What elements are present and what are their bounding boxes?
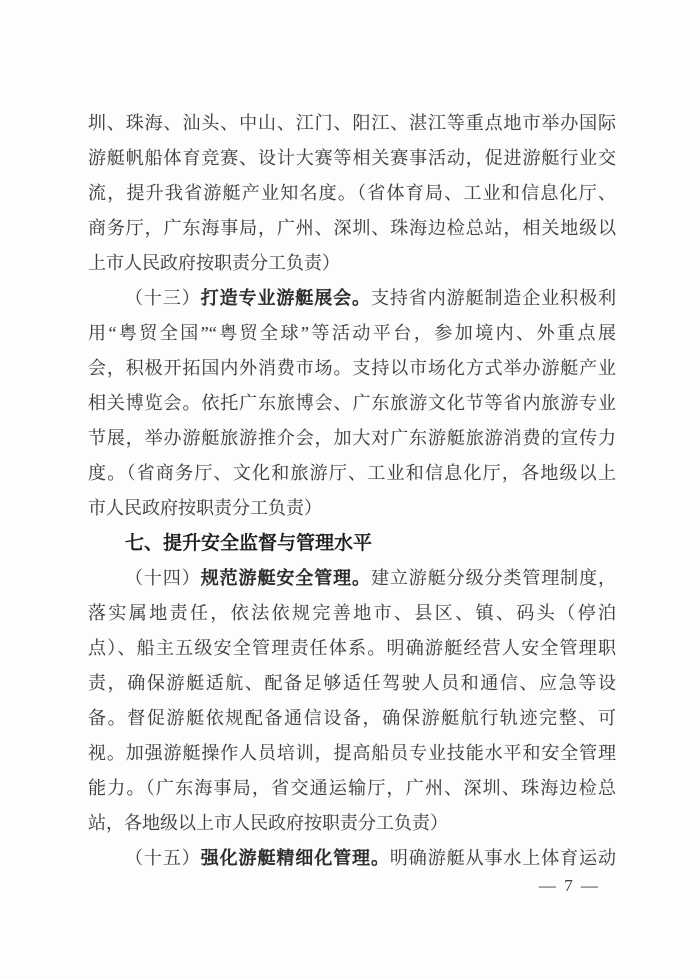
text-run: 用“粤贸全国”“粤贸全球”等活动平台，参加境内、外重点展 [88, 323, 616, 343]
text-block [88, 106, 616, 876]
text-line [88, 246, 616, 281]
text-line [88, 141, 616, 176]
text-line [88, 736, 616, 771]
text-run: 明确游艇从事水上体育运动 [389, 848, 617, 868]
section-heading [88, 526, 616, 561]
text-line [88, 421, 616, 456]
text-line [88, 106, 616, 141]
text-run: 商务厅，广东海事局，广州、深圳、珠海边检总站，相关地级以 [88, 218, 616, 238]
text-line [88, 841, 616, 876]
emphasis-run: 强化游艇精细化管理。 [200, 848, 390, 868]
text-line [88, 281, 616, 316]
text-run: 上市人民政府按职责分工负责） [88, 253, 340, 273]
text-run: （十四） [125, 568, 201, 588]
text-line [88, 806, 616, 841]
text-run: 流，提升我省游艇产业知名度。（省体育局、工业和信息化厅、 [88, 183, 616, 203]
text-run: 相关博览会。依托广东旅博会、广东旅游文化节等省内旅游专业 [88, 393, 616, 413]
text-run: 备。督促游艇依规配备通信设备，确保游艇航行轨迹完整、可 [88, 708, 616, 728]
text-line [88, 176, 616, 211]
text-run: 责，确保游艇适航、配备足够适任驾驶人员和通信、应急等设 [88, 673, 616, 693]
text-run: 站，各地级以上市人民政府按职责分工负责） [88, 813, 448, 833]
text-run: 会，积极开拓国内外消费市场。支持以市场化方式举办游艇产业 [88, 358, 616, 378]
text-run: 圳、珠海、汕头、中山、江门、阳江、湛江等重点地市举办国际 [88, 113, 616, 133]
emphasis-run: 打造专业游艇展会。 [200, 288, 371, 308]
text-line [88, 596, 616, 631]
text-run: 建立游艇分级分类管理制度， [370, 568, 617, 588]
text-run: 七、提升安全监督与管理水平 [125, 533, 373, 554]
text-run: 游艇帆船体育竞赛、设计大赛等相关赛事活动，促进游艇行业交 [88, 148, 616, 168]
text-line [88, 561, 616, 596]
text-run: （十三） [125, 288, 201, 308]
text-line [88, 666, 616, 701]
text-run: 视。加强游艇操作人员培训，提高船员专业技能水平和安全管理 [88, 743, 616, 763]
text-run: 节展，举办游艇旅游推介会，加大对广东游艇旅游消费的宣传力 [88, 428, 616, 448]
text-line [88, 456, 616, 491]
text-line [88, 771, 616, 806]
text-line [88, 491, 616, 526]
text-line [88, 351, 616, 386]
text-line [88, 316, 616, 351]
emphasis-run: 规范游艇安全管理。 [200, 568, 371, 588]
text-run: 支持省内游艇制造企业积极利 [370, 288, 617, 308]
text-line [88, 631, 616, 666]
text-line [88, 701, 616, 736]
page-number: — 7 — [539, 876, 600, 895]
text-run: 度。（省商务厅、文化和旅游厅、工业和信息化厅，各地级以上 [88, 463, 616, 483]
text-run: 市人民政府按职责分工负责） [88, 498, 322, 518]
text-line [88, 211, 616, 246]
text-run: 能力。（广东海事局，省交通运输厅，广州、深圳、珠海边检总 [88, 778, 616, 798]
text-run: 落实属地责任，依法依规完善地市、县区、镇、码头（停泊 [88, 603, 616, 623]
text-run: 点）、船主五级安全管理责任体系。明确游艇经营人安全管理职 [88, 638, 616, 658]
text-line [88, 386, 616, 421]
text-run: （十五） [125, 848, 201, 868]
